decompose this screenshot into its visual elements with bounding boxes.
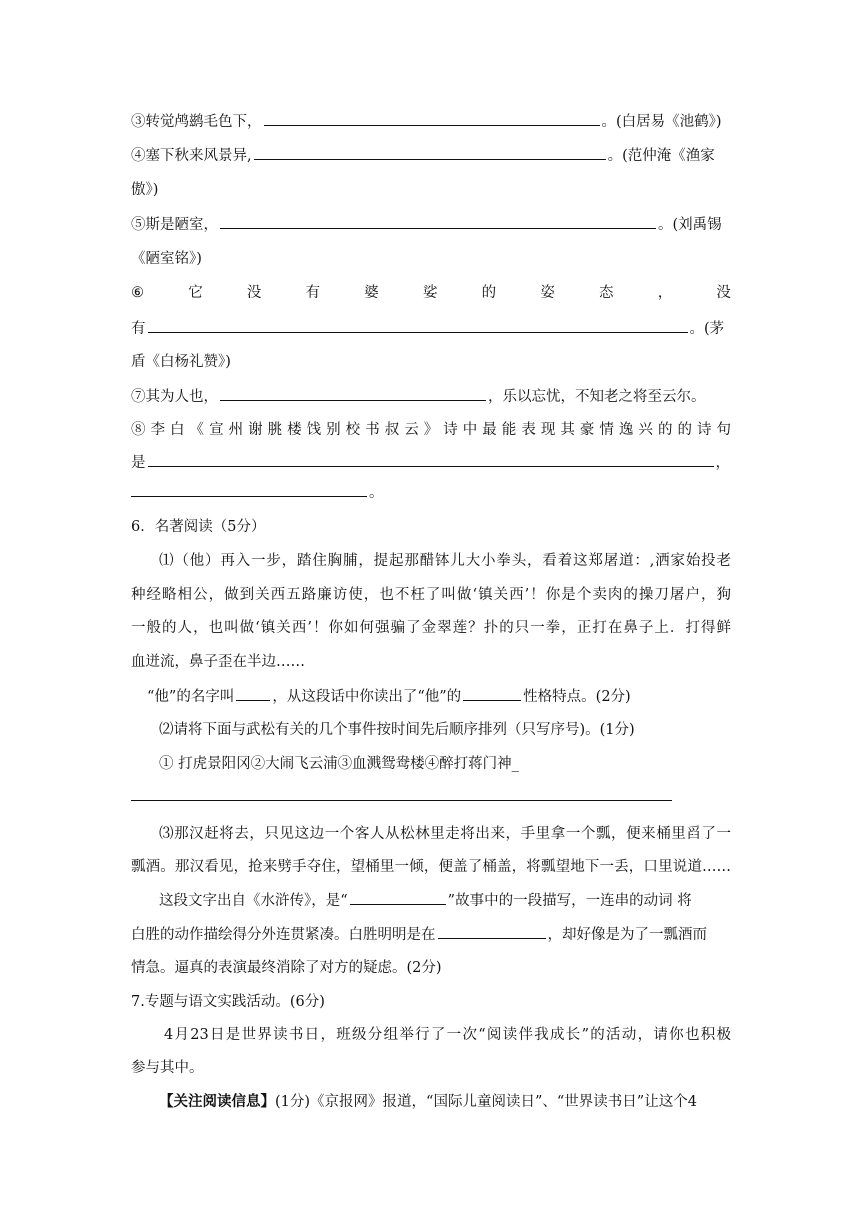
answer-blank[interactable] [148,452,714,467]
answer-blank[interactable] [350,890,446,905]
question-6-1 [147,686,747,707]
excerpt1-line2: 种经略相公，做到关西五路廉访使，也不枉了叫做‘镇关西’！你是个卖肉的操刀屠户，狗 [131,587,731,603]
poem-q8-line3 [131,482,731,503]
char: 娑 [422,285,438,301]
section7-intro-line2: 参与其中。 [131,1060,204,1076]
char: 的 [481,285,497,301]
excerpt1-line1: ⑴（他）再入一步，踏住胸脯，提起那醋钵儿大小拳头，看着这郑屠道：,洒家始投老 [159,553,731,569]
poem-q8-end: 。 [369,485,384,501]
poem-q8-line1: ⑧李白《宣州谢朓楼饯别校书叔云》诗中最能表现其豪情逸兴的的诗句 [131,422,731,438]
excerpt3-line1: ⑶那汉赶将去，只见这边一个客人从松林里走将出来，手里拿一个瓢，便来桶里舀了一 [159,826,731,842]
poem-q7-suffix: ，乐以忘忧，不知老之将至云尔。 [488,389,706,405]
question-6-3-line2 [131,924,731,945]
char: 没 [246,285,262,301]
section7-intro-line1: 4月23日是世界读书日，班级分组举行了一次“阅读伴我成长”的活动，请你也积极 [164,1027,731,1043]
poem-q6-line1 [131,283,731,303]
poem-q6-cont: 盾《白杨礼赞》) [131,354,231,370]
answer-line[interactable] [131,800,672,801]
char: 姿 [540,285,555,301]
poem-q5-cont: 《陋室铭》) [131,251,202,267]
char: 有 [305,285,321,301]
answer-blank[interactable] [148,318,688,333]
excerpt1-line4: 血迸流，鼻子歪在半边…… [131,654,305,670]
poem-q4-source: 。(范仲淹《渔家 [607,148,715,164]
poem-q6-line2 [131,318,731,339]
poem-q4-cont: 傲》) [131,182,159,198]
answer-blank[interactable] [131,482,367,497]
excerpt3-line2: 瓢酒。那汉看见，抢来劈手夺住，望桶里一倾，便盖了桶盖，将瓢望地下一丢，口里说道…… [131,859,731,875]
poem-q6-prefix: 有 [131,321,146,337]
poem-q8-prefix: 是 [131,455,146,471]
poem-q4 [131,145,731,166]
q3-line2-a: 白胜的动作描绘得分外连贯紧凑。白胜明明是在 [131,927,436,943]
poem-q5 [131,214,731,235]
answer-blank[interactable] [236,686,270,701]
section7-focus [159,1092,759,1112]
answer-blank[interactable] [220,214,656,229]
char: 婆 [364,285,379,301]
char: 没 [716,285,731,301]
question-6-3-line3: 情急。逼真的表演最终消除了对方的疑虑。(2分) [131,960,442,976]
question-6-3 [159,890,759,911]
excerpt1-line3: 一般的人，也叫做‘镇关西’！你如何强骗了金翠莲？扑的只一拳，正打在鼻子上．打得鲜 [131,620,731,636]
q1-part-a: “他”的名字叫 [147,689,235,705]
q1-part-c: 性格特点。(2分) [523,689,631,705]
answer-blank[interactable] [264,111,600,126]
poem-q5-source: 。(刘禹锡 [658,217,722,233]
question-6-2: ⑵请将下面与武松有关的几个事件按时间先后顺序排列（只写序号)。(1分) [159,722,635,738]
answer-blank[interactable] [254,145,606,160]
q1-part-b: ，从这段话中你读出了“他”的 [272,689,462,705]
answer-blank[interactable] [463,686,521,701]
q3-part-a: 这段文字出自《水浒传》，是“ [159,893,348,909]
answer-blank[interactable] [220,386,486,401]
poem-q3-source: 。(白居易《池鹤》) [601,114,722,130]
focus-text: (1分)《京报网》报道，“国际儿童阅读日”、“世界读书日”让这个4 [275,1094,697,1110]
answer-blank[interactable] [438,924,546,939]
poem-q7 [131,386,731,407]
char: 它 [188,285,203,301]
char: 态 [599,285,614,301]
poem-q6-source: 。(茅 [689,321,725,337]
section7-title: 7.专题与语文实践活动。(6分) [131,994,325,1010]
poem-q8-line2 [131,452,731,473]
poem-q5-prefix: ⑤斯是陋室， [131,217,218,233]
char: ⑥ [131,285,144,301]
poem-q8-comma: ， [715,455,730,471]
poem-q3-prefix: ③转觉鸬鹚毛色下， [131,114,262,130]
char: ， [657,285,673,301]
poem-q7-prefix: ⑦其为人也， [131,389,218,405]
q3-part-b: ”故事中的一段描写，一连串的动词 将 [447,893,692,909]
q3-line2-b: ，却好像是为了一瓢酒而 [547,927,707,943]
events-list: ① 打虎景阳冈②大闹飞云浦③血溅鸳鸯楼④醉打蒋门神_ [159,756,519,772]
focus-label: 【关注阅读信息】 [159,1093,275,1110]
poem-q4-prefix: ④塞下秋来风景异, [131,148,252,164]
poem-q3 [131,111,731,132]
section6-title: 6．名著阅读（5分） [131,519,266,535]
